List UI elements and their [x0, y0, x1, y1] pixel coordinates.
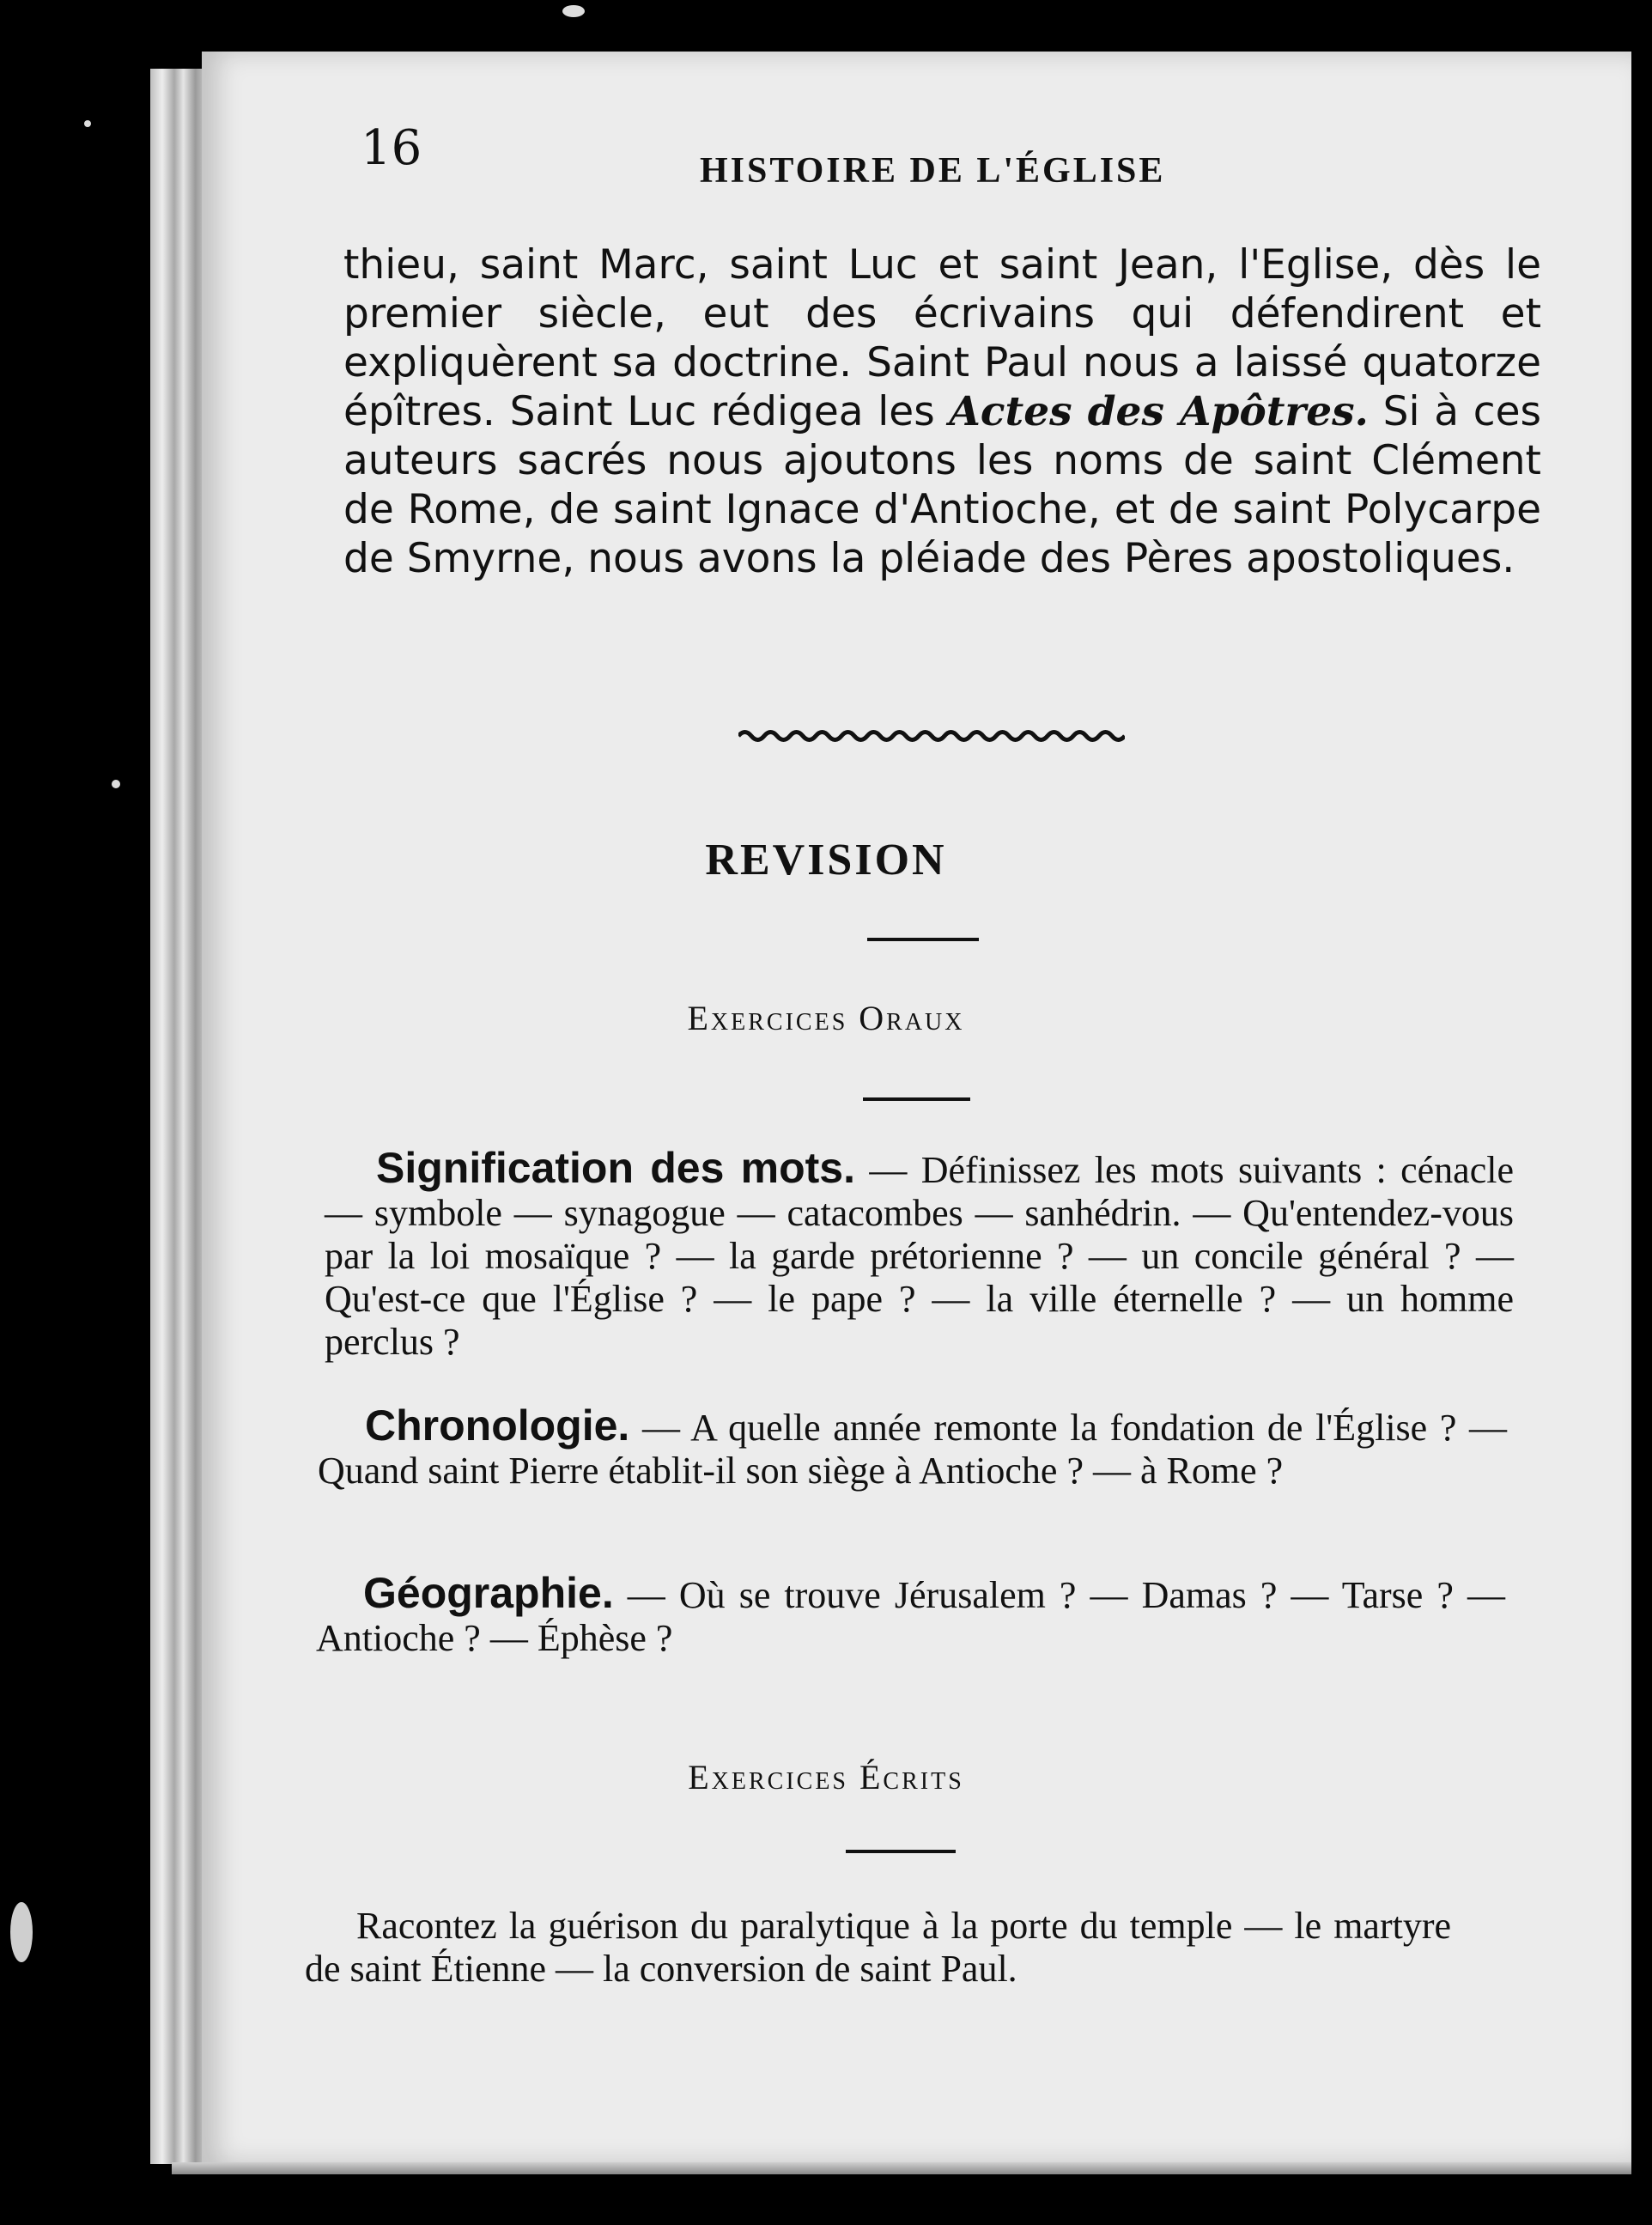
exercise-word-meanings — [325, 1146, 1514, 1364]
title-rule — [867, 938, 979, 941]
wavy-ornament-divider — [738, 723, 1125, 749]
exercise-text: — Définissez les mots suivants : cénacle — symbole — synagogue — catacombes — sanhédrin. — Qu'entendez-vous par la loi mosaïque ? — la garde prétorienne ? — un concile général ? — Qu'est-ce que l'Église ? — le pape ? — la ville éternelle ? — un homme perclus ? — [325, 1149, 1514, 1363]
dust-speck — [112, 780, 120, 788]
exercise-lead: Géographie. — [363, 1569, 614, 1617]
written-exercise-text: Racontez la guérison du paralytique à la porte du temple — le martyre de saint Étienne — la conversion de saint Paul. — [305, 1905, 1451, 1990]
exercise-lead: Signification des mots. — [376, 1144, 856, 1192]
dust-speck — [84, 120, 91, 127]
exercise-geography — [316, 1571, 1505, 1660]
written-exercises-heading: Exercices Écrits — [688, 1758, 964, 1796]
oral-exercises-heading: Exercices Oraux — [687, 999, 965, 1037]
body-text-after: Si à ces auteurs sacrés nous ajoutons les noms de saint Clément de Rome, de saint Ignace d'Antioche, et de saint Polycarpe de Smyrne, nous avons la pléiade des Pères apostoliques. — [343, 388, 1541, 582]
body-paragraph — [343, 240, 1541, 583]
dust-speck — [10, 1902, 33, 1962]
page-bottom-edge — [172, 2162, 1631, 2174]
body-text-before: thieu, saint Marc, saint Luc et saint Jean, l'Eglise, dès le premier siècle, eut des écrivains qui défendirent et expliquèrent sa doctrine. Saint Paul nous a laissé quatorze épîtres. Saint Luc rédigea les — [343, 241, 1541, 435]
book-title-italic: Actes des Apôtres. — [949, 388, 1369, 435]
running-title: HISTOIRE DE L'ÉGLISE — [700, 151, 1166, 191]
exercise-lead: Chronologie. — [365, 1401, 630, 1450]
exercise-text: — Où se trouve Jérusalem ? — Damas ? — Tarse ? — Antioche ? — Éphèse ? — [316, 1574, 1505, 1659]
written-heading-rule — [846, 1850, 956, 1853]
revision-title: REVISION — [705, 836, 947, 885]
oral-heading-rule — [863, 1097, 970, 1101]
exercise-chronology — [318, 1401, 1507, 1492]
page-number: 16 — [361, 120, 422, 176]
dust-speck — [562, 5, 585, 17]
exercise-text: — A quelle année remonte la fondation de l'Église ? — Quand saint Pierre établit-il son siège à Antioche ? — à Rome ? — [318, 1407, 1507, 1492]
